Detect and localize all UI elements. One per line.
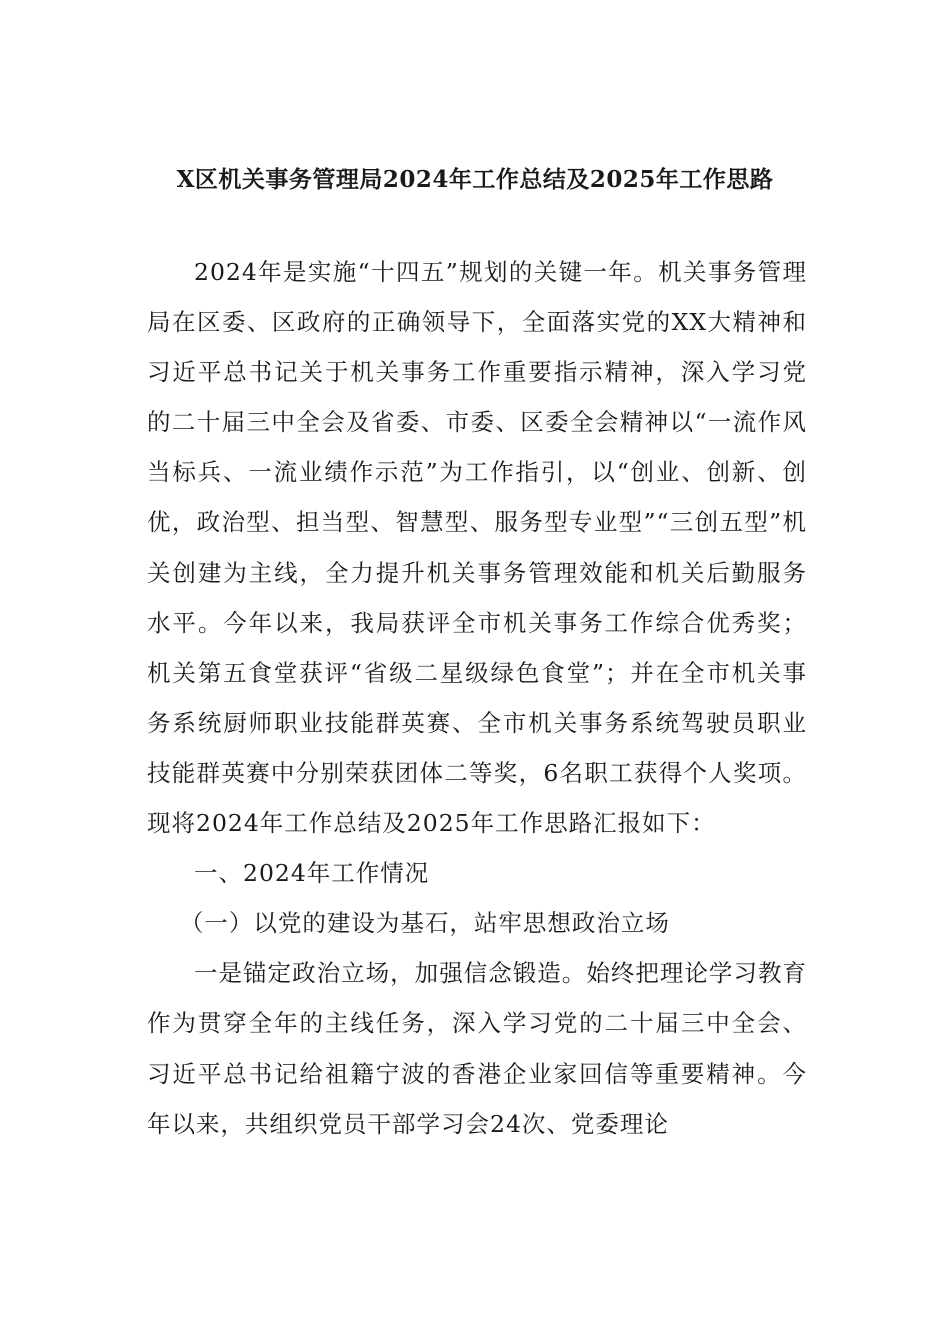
body-paragraph: 一是锚定政治立场，加强信念锻造。始终把理论学习教育作为贯穿全年的主线任务，深入学习党的二十届三中全会、习近平总书记给祖籍宁波的香港企业家回信等重要精神。今年以来，共组织党员干部学习会24次、党委理论: [147, 959, 807, 1138]
document-title: X区机关事务管理局2024年工作总结及2025年工作思路: [176, 166, 774, 193]
subsection-heading: （一）以党的建设为基石，站牢思想政治立场: [179, 909, 670, 938]
intro-paragraph: 2024年是实施“十四五”规划的关键一年。机关事务管理局在区委、区政府的正确领导下，全面落实党的XX大精神和习近平总书记关于机关事务工作重要指示精神，深入学习党的二十届三中全会及省委、市委、区委全会精神以“一流作风当标兵、一流业绩作示范”为工作指引，以“创业、创新、创优，政治型、担当型、智慧型、服务型专业型”“三创五型”机关创建为主线，全力提升机关事务管理效能和机关后勤服务水平。今年以来，我局获评全市机关事务工作综合优秀奖；机关第五食堂获评“省级二星级绿色食堂”；并在全市机关事务系统厨师职业技能群英赛、全市机关事务系统驾驶员职业技能群英赛中分别荣获团体二等奖，6名职工获得个人奖项。现将2024年工作总结及2025年工作思路汇报如下：: [147, 258, 807, 838]
section-heading: 一、2024年工作情况: [194, 859, 430, 888]
document-body: [147, 247, 807, 1149]
